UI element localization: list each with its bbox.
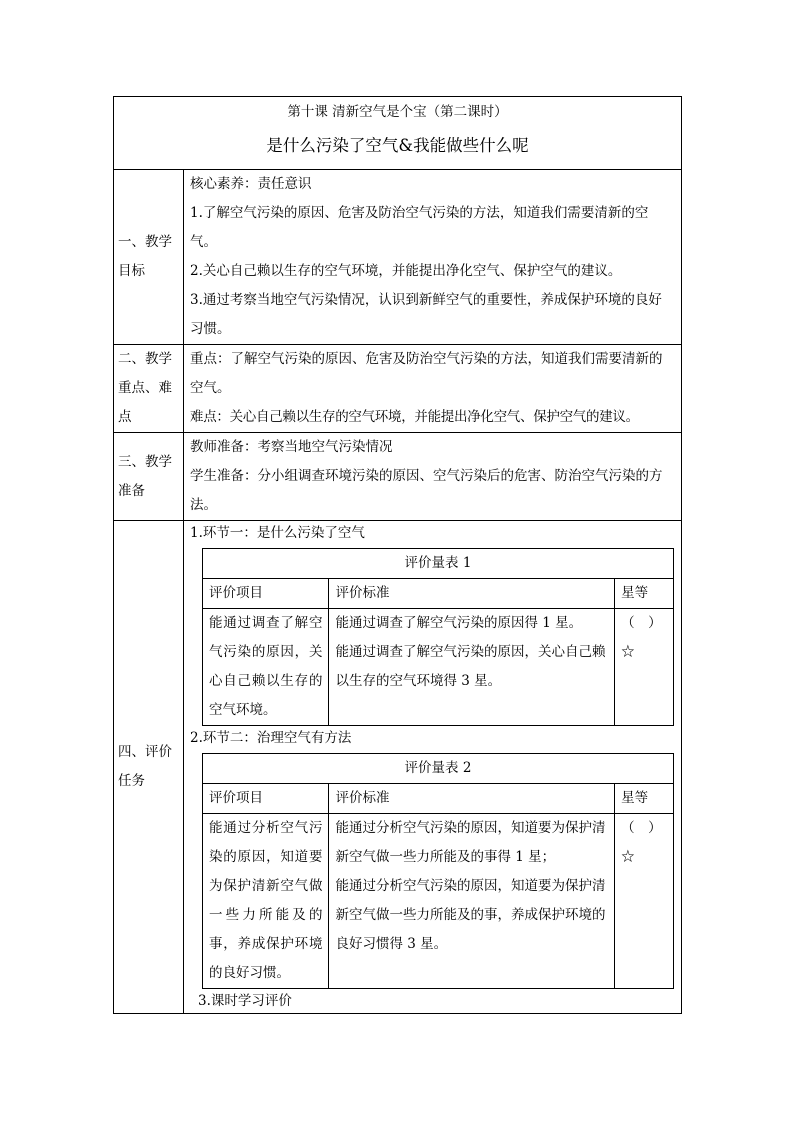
rubric-table-2 xyxy=(202,753,674,989)
rubric-1-stars: （ ）☆ xyxy=(615,609,674,726)
rubric-2-header-criteria: 评价标准 xyxy=(329,784,615,814)
key-point-line: 重点：了解空气污染的原因、危害及防治空气污染的方法，知道我们需要清新的空气。 xyxy=(190,351,663,396)
title-cell xyxy=(114,97,682,170)
objectives-label: 一、教学目标 xyxy=(114,170,184,345)
lesson-subtitle: 是什么污染了空气&我能做些什么呢 xyxy=(266,136,529,155)
rubric-1-header-criteria: 评价标准 xyxy=(329,579,615,609)
rubric-1-header-stars: 星等 xyxy=(615,579,674,609)
rubric-2-caption: 评价量表 2 xyxy=(203,754,674,784)
rubric-2-criterion: 能通过分析空气污染的原因，知道要为保护清新空气做一些力所能及的事，养成保护环境的良好习惯得 3 星。 xyxy=(335,878,606,952)
objectives-line: 1.了解空气污染的原因、危害及防治空气污染的方法，知道我们需要清新的空气。 xyxy=(190,205,649,250)
rubric-1-criteria xyxy=(329,609,615,726)
step1-heading: 1.环节一：是什么污染了空气 xyxy=(190,525,365,541)
rubric-2-criterion: 能通过分析空气污染的原因，知道要为保护清新空气做一些力所能及的事得 1 星； xyxy=(335,820,606,865)
rubric-2-header-item: 评价项目 xyxy=(203,784,329,814)
rubric-1-criterion: 能通过调查了解空气污染的原因，关心自己赖以生存的空气环境得 3 星。 xyxy=(335,644,606,689)
preparation-content xyxy=(184,433,682,521)
student-prep-line: 学生准备：分小组调查环境污染的原因、空气污染后的危害、防治空气污染的方法。 xyxy=(190,468,663,513)
difficulty-line: 难点：关心自己赖以生存的空气环境，并能提出净化空气、保护空气的建议。 xyxy=(190,409,639,425)
assessment-label: 四、评价任务 xyxy=(114,521,184,1014)
objectives-line: 3.通过考察当地空气污染情况，认识到新鲜空气的重要性，养成保护环境的良好习惯。 xyxy=(190,292,662,337)
lesson-plan-table xyxy=(113,96,682,1014)
teacher-prep-line: 教师准备：考察当地空气污染情况 xyxy=(190,439,393,455)
assessment-content xyxy=(184,521,682,1014)
key-points-label: 二、教学重点、难点 xyxy=(114,345,184,433)
key-points-content xyxy=(184,345,682,433)
rubric-2-item: 能通过分析空气污染的原因，知道要为保护清新空气做一些力所能及的事，养成保护环境的良好习惯。 xyxy=(203,814,329,989)
rubric-1-caption: 评价量表 1 xyxy=(203,549,674,579)
preparation-label: 三、教学准备 xyxy=(114,433,184,521)
rubric-2-header-stars: 星等 xyxy=(615,784,674,814)
rubric-table-1 xyxy=(202,548,674,726)
rubric-1-criterion: 能通过调查了解空气污染的原因得 1 星。 xyxy=(335,615,583,631)
objectives-line: 核心素养：责任意识 xyxy=(190,176,312,192)
rubric-1-header-item: 评价项目 xyxy=(203,579,329,609)
objectives-line: 2.关心自己赖以生存的空气环境，并能提出净化空气、保护空气的建议。 xyxy=(190,263,622,279)
step2-heading: 2.环节二：治理空气有方法 xyxy=(190,730,352,746)
rubric-2-criteria xyxy=(329,814,615,989)
rubric-1-item: 能通过调查了解空气污染的原因，关心自己赖以生存的空气环境。 xyxy=(203,609,329,726)
lesson-title: 第十课 清新空气是个宝（第二课时） xyxy=(287,104,508,120)
step3-heading: 3.课时学习评价 xyxy=(198,993,292,1009)
rubric-2-stars: （ ）☆ xyxy=(615,814,674,989)
objectives-content xyxy=(184,170,682,345)
